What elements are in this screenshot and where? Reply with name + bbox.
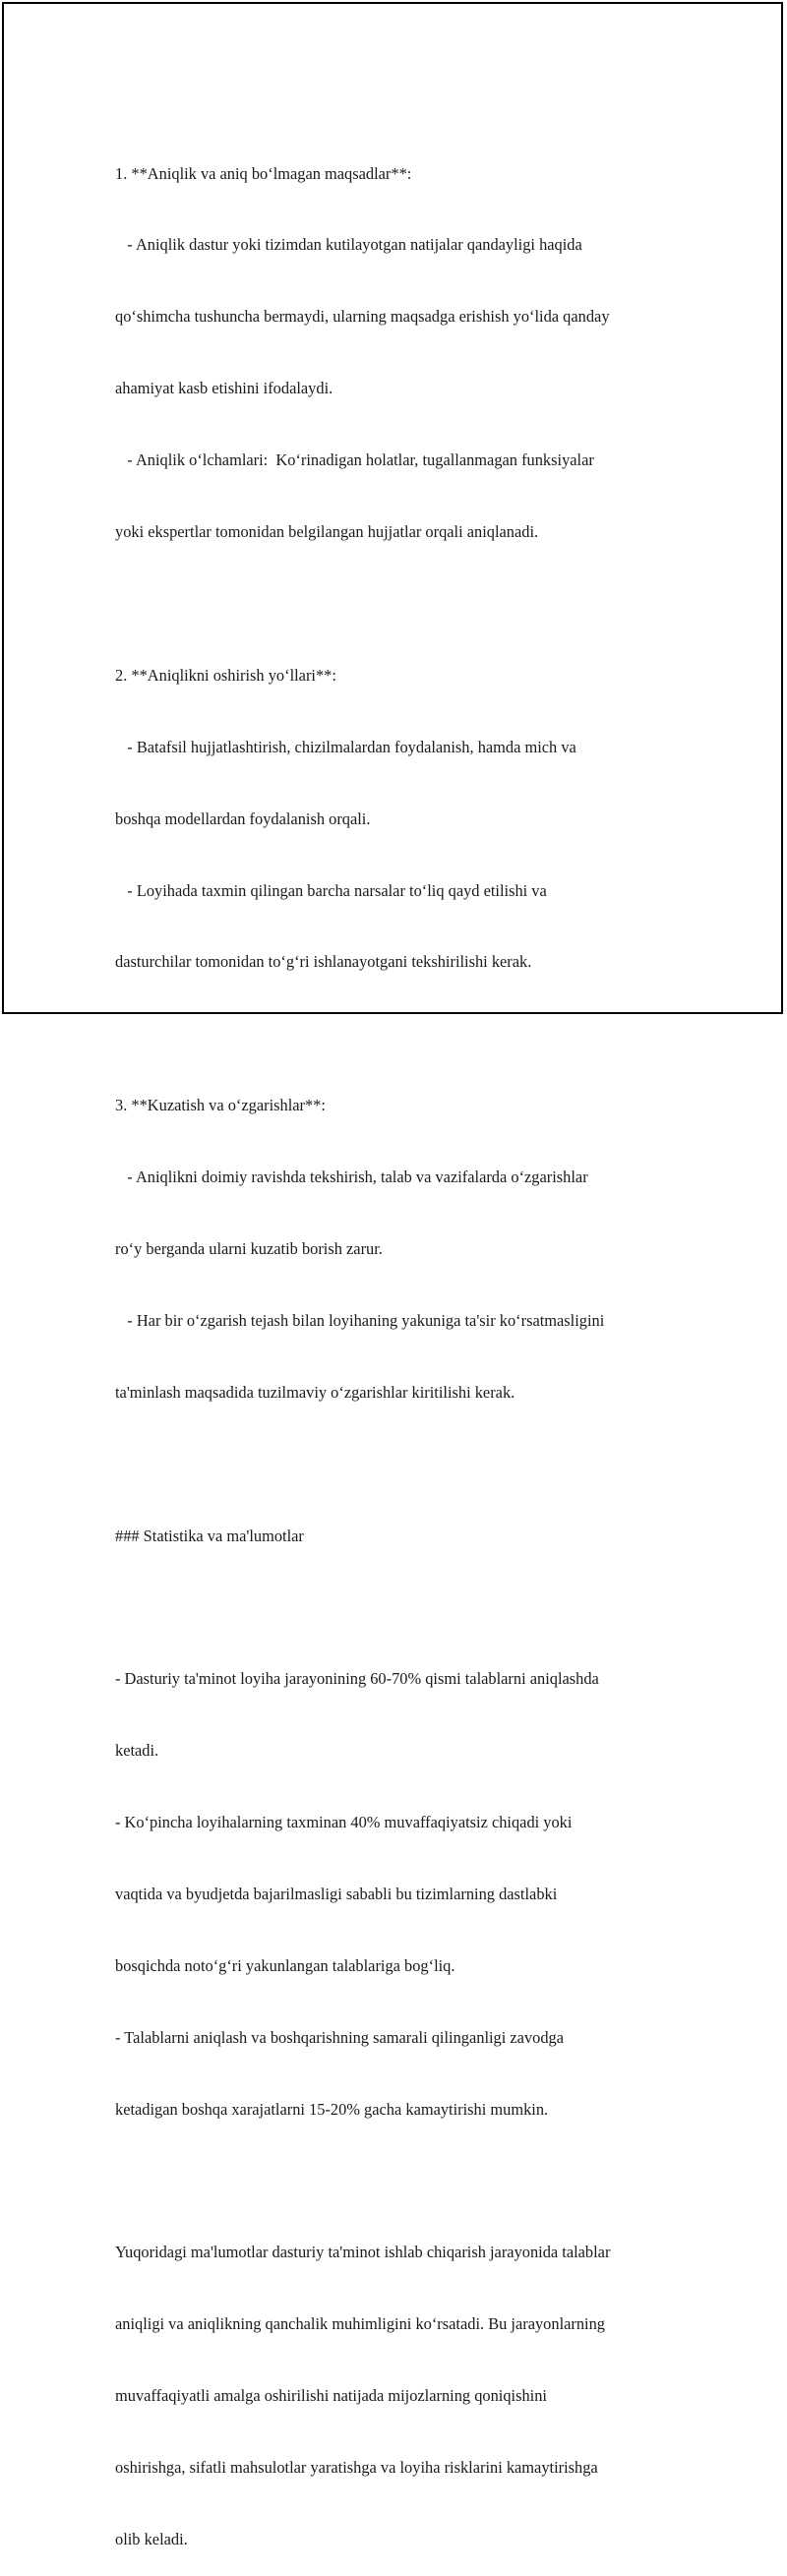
text-line: - Har bir oʻzgarish tejash bilan loyihaning yakuniga ta'sir koʻrsatmasligini [115, 1310, 605, 1330]
text-line: - Aniqlik oʻlchamlari: Koʻrinadigan holatlar, tugallanmagan funksiyalar [115, 450, 594, 470]
text-line: Yuqoridagi ma'lumotlar dasturiy ta'minot ishlab chiqarish jarayonida talablar [115, 2243, 611, 2262]
text-line: - Loyihada taxmin qilingan barcha narsalar toʻliq qayd etilishi va [115, 880, 547, 900]
text-line: - Koʻpincha loyihalarning taxminan 40% muvaffaqiyatsiz chiqadi yoki [115, 1813, 573, 1832]
text-line: 1. **Aniqlik va aniq boʻlmagan maqsadlar**: [115, 163, 412, 183]
text-line: - Batafsil hujjatlashtirish, chizilmalardan foydalanish, hamda mich va [115, 737, 576, 756]
text-line: qoʻshimcha tushuncha bermaydi, ularning maqsadga erishish yoʻlida qanday [115, 307, 610, 327]
text-line: ketadigan boshqa xarajatlarni 15-20% gacha kamaytirishi mumkin. [115, 2099, 549, 2119]
text-line: 2. **Aniqlikni oshirish yoʻllari**: [115, 665, 336, 685]
blank-line [115, 592, 686, 616]
text-line: vaqtida va byudjetda bajarilmasligi sababli bu tizimlarning dastlabki [115, 1884, 558, 1903]
text-line: 3. **Kuzatish va oʻzgarishlar**: [115, 1096, 326, 1115]
blank-line [115, 1022, 686, 1046]
text-line: dasturchilar tomonidan toʻgʻri ishlanayotgani tekshirilishi kerak. [115, 952, 532, 972]
text-line: - Aniqlik dastur yoki tizimdan kutilayotgan natijalar qandayligi haqida [115, 235, 582, 255]
text-line: olib keladi. [115, 2529, 188, 2548]
document-body [115, 114, 686, 2576]
blank-line [115, 2170, 686, 2193]
text-line: bosqichda notoʻgʻri yakunlangan talablariga bogʻliq. [115, 1955, 455, 1975]
text-line: - Talablarni aniqlash va boshqarishning samarali qilinganligi zavodga [115, 2027, 564, 2047]
text-line: ketadi. [115, 1741, 159, 1761]
text-line: - Aniqlikni doimiy ravishda tekshirish, talab va vazifalarda oʻzgarishlar [115, 1168, 588, 1187]
text-line: roʻy berganda ularni kuzatib borish zarur. [115, 1238, 383, 1258]
blank-line [115, 1595, 686, 1619]
text-line: ahamiyat kasb etishini ifodalaydi. [115, 379, 333, 398]
text-line: ta'minlash maqsadida tuzilmaviy oʻzgarishlar kiritilishi kerak. [115, 1382, 515, 1402]
text-line: oshirishga, sifatli mahsulotlar yaratishga va loyiha risklarini kamaytirishga [115, 2458, 598, 2478]
text-line: boshqa modellardan foydalanish orqali. [115, 809, 371, 828]
blank-line [115, 1453, 686, 1476]
section-heading: ### Statistika va ma'lumotlar [115, 1526, 304, 1545]
text-line: aniqligi va aniqlikning qanchalik muhimligini koʻrsatadi. Bu jarayonlarning [115, 2314, 605, 2334]
text-line: yoki ekspertlar tomonidan belgilangan hujjatlar orqali aniqlanadi. [115, 522, 539, 542]
text-line: muvaffaqiyatli amalga oshirilishi natijada mijozlarning qoniqishini [115, 2386, 547, 2406]
text-line: - Dasturiy ta'minot loyiha jarayonining 60-70% qismi talablarni aniqlashda [115, 1669, 599, 1689]
